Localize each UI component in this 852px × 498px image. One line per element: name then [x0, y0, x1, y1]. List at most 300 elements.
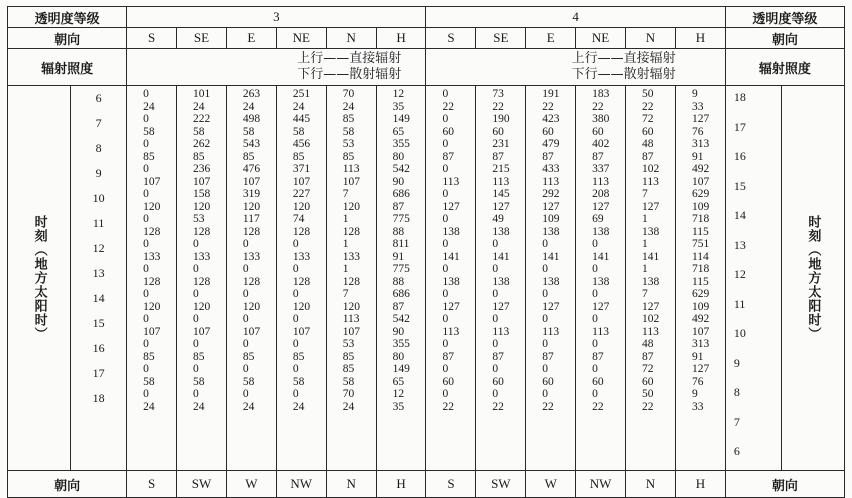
scattered-radiation-value: 33 — [691, 100, 704, 113]
direct-radiation-value: 70 — [342, 388, 355, 400]
header-row-transparency — [8, 7, 845, 28]
direct-radiation-value: 1 — [642, 263, 648, 275]
direct-radiation-value: 292 — [542, 188, 560, 200]
direct-radiation-value: 149 — [392, 363, 410, 375]
hour-label: 17 — [733, 119, 746, 134]
scattered-radiation-value: 107 — [143, 325, 161, 338]
scattered-radiation-value: 24 — [193, 400, 205, 413]
scattered-radiation-value: 87 — [392, 300, 405, 313]
direct-radiation-value: 0 — [442, 263, 449, 275]
scattered-radiation-value: 87 — [592, 350, 604, 363]
direct-radiation-value: 0 — [592, 363, 598, 375]
scattered-radiation-value: 85 — [342, 350, 355, 363]
scattered-radiation-value: 60 — [442, 125, 454, 138]
scattered-radiation-value: 58 — [342, 375, 355, 388]
scattered-radiation-value: 141 — [642, 250, 660, 263]
hour-label: 17 — [92, 366, 105, 380]
hour-label: 16 — [733, 149, 746, 163]
direct-radiation-value: 117 — [242, 213, 260, 225]
scattered-radiation-value: 133 — [242, 250, 261, 263]
direct-radiation-value: 686 — [392, 288, 410, 300]
direct-radiation-value: 686 — [392, 188, 410, 200]
scattered-radiation-value: 107 — [242, 175, 261, 188]
scattered-radiation-value: 22 — [642, 100, 654, 113]
scattered-radiation-value: 58 — [242, 125, 255, 138]
scattered-radiation-value: 127 — [492, 200, 510, 213]
direct-radiation-value: 456 — [292, 138, 311, 150]
scattered-radiation-value: 138 — [642, 225, 660, 238]
scattered-radiation-value: 113 — [642, 175, 659, 188]
direct-radiation-value: 215 — [492, 163, 510, 175]
scattered-radiation-value: 115 — [691, 225, 709, 238]
direct-radiation-value: 50 — [642, 88, 654, 100]
direct-radiation-value: 0 — [143, 163, 149, 175]
direct-radiation-value: 183 — [592, 88, 610, 100]
direct-radiation-value: 0 — [442, 188, 449, 200]
direct-radiation-value: 492 — [691, 313, 710, 325]
scattered-radiation-value: 24 — [242, 100, 255, 113]
direction-label-right: 朝向 — [725, 28, 844, 49]
scattered-radiation-value: 138 — [592, 225, 610, 238]
scattered-radiation-value: 107 — [292, 325, 311, 338]
scattered-radiation-value: 24 — [193, 100, 205, 113]
scattered-radiation-value: 133 — [292, 250, 311, 263]
direct-radiation-value: 0 — [592, 263, 598, 275]
scattered-radiation-value: 85 — [193, 150, 205, 163]
scattered-radiation-value: 107 — [143, 175, 161, 188]
direct-radiation-value: 262 — [193, 138, 211, 150]
scattered-radiation-value: 90 — [392, 325, 405, 338]
direct-radiation-value: 0 — [292, 263, 299, 275]
direct-radiation-value: 543 — [242, 138, 261, 150]
direct-radiation-value: 433 — [542, 163, 560, 175]
direct-radiation-value: 53 — [342, 138, 355, 150]
direction-footer: N — [326, 471, 376, 498]
scattered-radiation-value: 113 — [592, 325, 609, 338]
direct-radiation-value: 0 — [143, 288, 149, 300]
scattered-radiation-value: 60 — [492, 125, 504, 138]
scattered-radiation-value: 22 — [492, 100, 504, 113]
scattered-radiation-value: 88 — [392, 225, 405, 238]
header-row-direction — [8, 28, 845, 49]
scattered-radiation-value: 58 — [193, 375, 205, 388]
scattered-radiation-value: 87 — [642, 350, 654, 363]
direct-radiation-value: 69 — [592, 213, 604, 225]
direct-radiation-value: 0 — [292, 238, 299, 250]
scattered-radiation-value: 76 — [691, 375, 704, 388]
scattered-radiation-value: 128 — [242, 275, 261, 288]
scattered-radiation-value: 127 — [442, 200, 460, 213]
direction-header: H — [675, 28, 725, 49]
scattered-radiation-value: 141 — [592, 250, 610, 263]
direct-radiation-value: 445 — [292, 113, 311, 125]
direction-header: NE — [276, 28, 326, 49]
direction-footer: H — [675, 471, 725, 498]
direct-radiation-value: 0 — [143, 263, 149, 275]
direct-radiation-value: 0 — [143, 338, 149, 350]
scattered-radiation-value: 87 — [442, 150, 454, 163]
direct-radiation-value: 775 — [392, 263, 410, 275]
hour-column-right — [725, 86, 781, 471]
direct-radiation-value: 751 — [691, 238, 710, 250]
scattered-radiation-value: 138 — [542, 275, 560, 288]
scattered-radiation-value: 87 — [442, 350, 454, 363]
scattered-radiation-value: 138 — [442, 275, 460, 288]
direct-radiation-value: 542 — [392, 313, 410, 325]
direct-radiation-value: 0 — [242, 338, 249, 350]
direct-radiation-value: 319 — [242, 188, 261, 200]
direct-radiation-value: 0 — [292, 338, 299, 350]
scattered-radiation-value: 141 — [492, 250, 510, 263]
direct-radiation-value: 222 — [193, 113, 211, 125]
direction-header: S — [426, 28, 476, 49]
direct-radiation-value: 0 — [492, 288, 499, 300]
scattered-radiation-value: 128 — [292, 275, 311, 288]
direct-radiation-value: 476 — [242, 163, 261, 175]
scattered-radiation-value: 87 — [542, 350, 554, 363]
direct-radiation-value: 0 — [442, 238, 449, 250]
scattered-radiation-value: 22 — [542, 400, 554, 413]
direct-radiation-value: 0 — [292, 313, 299, 325]
direct-radiation-value: 12 — [392, 88, 405, 100]
scattered-radiation-value: 107 — [242, 325, 261, 338]
direct-radiation-value: 0 — [193, 313, 199, 325]
scattered-radiation-value: 76 — [691, 125, 704, 138]
legend-direct-text: 上行——直接辐射 — [571, 51, 676, 66]
direct-radiation-value: 337 — [592, 163, 610, 175]
hour-label: 7 — [95, 116, 102, 130]
hour-label: 15 — [92, 316, 105, 330]
scattered-radiation-value: 87 — [492, 150, 504, 163]
direct-radiation-value: 101 — [193, 88, 211, 100]
direct-radiation-value: 0 — [143, 88, 149, 100]
scattered-radiation-value: 58 — [143, 375, 155, 388]
direct-radiation-value: 85 — [342, 113, 355, 125]
scattered-radiation-value: 85 — [143, 350, 155, 363]
scattered-radiation-value: 133 — [342, 250, 360, 263]
direct-radiation-value: 263 — [242, 88, 261, 100]
direct-radiation-value: 0 — [193, 338, 199, 350]
scattered-radiation-value: 60 — [492, 375, 504, 388]
direct-radiation-value: 231 — [492, 138, 510, 150]
direction-footer: SW — [476, 471, 526, 498]
direction-header: SE — [177, 28, 227, 49]
direction-footer: SW — [177, 471, 227, 498]
direct-radiation-value: 0 — [492, 388, 499, 400]
hour-label: 12 — [733, 267, 746, 281]
direct-radiation-value: 53 — [193, 213, 205, 225]
direct-radiation-value: 0 — [143, 313, 149, 325]
scattered-radiation-value: 128 — [292, 225, 311, 238]
hour-label: 11 — [733, 296, 746, 311]
direct-radiation-value: 0 — [242, 363, 249, 375]
scattered-radiation-value: 24 — [242, 400, 255, 413]
hour-label: 10 — [733, 326, 746, 340]
scattered-radiation-value: 127 — [542, 200, 560, 213]
legend-scattered-text: 下行——散射辐射 — [571, 67, 676, 82]
scattered-radiation-value: 80 — [392, 350, 405, 363]
scattered-radiation-value: 88 — [392, 275, 405, 288]
direct-radiation-value: 251 — [292, 88, 311, 100]
direct-radiation-value: 0 — [442, 338, 449, 350]
direct-radiation-value: 775 — [392, 213, 410, 225]
value-column — [626, 86, 676, 471]
scattered-radiation-value: 22 — [542, 100, 554, 113]
direct-radiation-value: 0 — [143, 188, 149, 200]
direction-header: E — [226, 28, 276, 49]
time-label-right-cell — [781, 86, 844, 471]
direction-label-left: 朝向 — [8, 28, 127, 49]
scattered-radiation-value: 127 — [592, 300, 610, 313]
scattered-radiation-value: 60 — [542, 375, 554, 388]
time-label-right: 时刻（地方太阳时） — [805, 215, 821, 341]
direct-radiation-value: 0 — [542, 288, 549, 300]
scattered-radiation-value: 109 — [691, 300, 710, 313]
scattered-radiation-value: 87 — [542, 150, 554, 163]
hour-label: 6 — [95, 91, 102, 105]
direct-radiation-value: 0 — [492, 338, 499, 350]
direct-radiation-value: 7 — [342, 188, 349, 200]
scattered-radiation-value: 85 — [242, 150, 255, 163]
direct-radiation-value: 48 — [642, 338, 654, 350]
direct-radiation-value: 0 — [592, 388, 598, 400]
transparency-label-left: 透明度等级 — [8, 7, 127, 28]
legend-direct-text: 上行——直接辐射 — [297, 51, 402, 66]
scattered-radiation-value: 138 — [592, 275, 610, 288]
scattered-radiation-value: 120 — [143, 200, 161, 213]
direct-radiation-value: 102 — [642, 163, 660, 175]
time-label-left-cell — [8, 86, 71, 471]
footer-row-direction — [8, 471, 845, 498]
direct-radiation-value: 70 — [342, 88, 355, 100]
scattered-radiation-value: 107 — [691, 325, 710, 338]
direction-footer: H — [376, 471, 426, 498]
hour-label: 18 — [92, 391, 105, 405]
hour-label: 12 — [92, 241, 105, 255]
scattered-radiation-value: 24 — [342, 400, 355, 413]
scattered-radiation-value: 91 — [691, 150, 704, 163]
hour-label: 10 — [92, 191, 105, 205]
value-column — [276, 86, 326, 471]
direct-radiation-value: 0 — [442, 213, 449, 225]
scattered-radiation-value: 87 — [392, 200, 405, 213]
value-column — [226, 86, 276, 471]
direct-radiation-value: 0 — [143, 213, 149, 225]
direct-radiation-value: 73 — [492, 88, 504, 100]
direct-radiation-value: 0 — [193, 263, 199, 275]
direct-radiation-value: 0 — [442, 113, 449, 125]
direct-radiation-value: 0 — [542, 363, 549, 375]
direct-radiation-value: 402 — [592, 138, 610, 150]
direct-radiation-value: 718 — [691, 263, 710, 275]
grade-4-header: 4 — [426, 7, 725, 28]
scattered-radiation-value: 60 — [592, 375, 604, 388]
hour-label: 9 — [733, 355, 740, 370]
scattered-radiation-value: 85 — [193, 350, 205, 363]
direct-radiation-value: 1 — [342, 238, 349, 250]
scattered-radiation-value: 128 — [342, 275, 360, 288]
scattered-radiation-value: 127 — [642, 200, 660, 213]
scattered-radiation-value: 109 — [691, 200, 710, 213]
scattered-radiation-value: 127 — [592, 200, 610, 213]
direct-radiation-value: 0 — [492, 363, 499, 375]
hour-label: 11 — [92, 216, 105, 230]
time-label-left: 时刻（地方太阳时） — [31, 215, 47, 341]
direct-radiation-value: 190 — [492, 113, 510, 125]
direct-radiation-value: 0 — [592, 338, 598, 350]
scattered-radiation-value: 65 — [392, 125, 405, 138]
direct-radiation-value: 85 — [342, 363, 355, 375]
direct-radiation-value: 227 — [292, 188, 311, 200]
scattered-radiation-value: 120 — [193, 200, 211, 213]
scattered-radiation-value: 58 — [292, 125, 305, 138]
scattered-radiation-value: 138 — [442, 225, 460, 238]
direct-radiation-value: 9 — [691, 388, 698, 400]
direct-radiation-value: 492 — [691, 163, 710, 175]
direct-radiation-value: 0 — [492, 238, 499, 250]
direct-radiation-value: 1 — [342, 213, 349, 225]
direct-radiation-value: 355 — [392, 138, 410, 150]
scattered-radiation-value: 127 — [492, 300, 510, 313]
scattered-radiation-value: 91 — [392, 250, 405, 263]
direct-radiation-value: 0 — [442, 138, 449, 150]
direct-radiation-value: 0 — [442, 163, 449, 175]
scattered-radiation-value: 120 — [342, 200, 360, 213]
direct-radiation-value: 0 — [542, 338, 549, 350]
direct-radiation-value: 0 — [242, 263, 249, 275]
value-column — [526, 86, 576, 471]
scattered-radiation-value: 113 — [442, 175, 460, 188]
direct-radiation-value: 0 — [542, 313, 549, 325]
scattered-radiation-value: 128 — [242, 225, 261, 238]
scattered-radiation-value: 128 — [143, 275, 161, 288]
direct-radiation-value: 127 — [691, 113, 710, 125]
scattered-radiation-value: 133 — [143, 250, 161, 263]
direct-radiation-value: 0 — [542, 388, 549, 400]
direction-header: H — [376, 28, 426, 49]
direction-label-right-bottom: 朝向 — [725, 471, 844, 498]
direct-radiation-value: 355 — [392, 338, 410, 350]
scattered-radiation-value: 85 — [292, 150, 305, 163]
scattered-radiation-value: 107 — [193, 325, 211, 338]
scattered-radiation-value: 120 — [242, 300, 261, 313]
direct-radiation-value: 479 — [542, 138, 560, 150]
scattered-radiation-value: 113 — [492, 175, 510, 188]
direct-radiation-value: 0 — [442, 363, 449, 375]
scattered-radiation-value: 128 — [143, 225, 161, 238]
scattered-radiation-value: 58 — [143, 125, 155, 138]
direct-radiation-value: 0 — [193, 388, 199, 400]
direct-radiation-value: 72 — [642, 113, 654, 125]
scattered-radiation-value: 127 — [642, 300, 660, 313]
direct-radiation-value: 0 — [542, 263, 549, 275]
solar-radiation-table — [7, 6, 845, 498]
scattered-radiation-value: 22 — [592, 400, 604, 413]
direct-radiation-value: 0 — [143, 388, 149, 400]
direct-radiation-value: 7 — [642, 188, 648, 200]
direction-footer: NW — [276, 471, 326, 498]
scattered-radiation-value: 22 — [492, 400, 504, 413]
direct-radiation-value: 0 — [143, 113, 149, 125]
header-row-irradiance — [8, 49, 845, 86]
direction-header: NE — [576, 28, 626, 49]
scattered-radiation-value: 138 — [492, 225, 510, 238]
scattered-radiation-value: 107 — [342, 175, 360, 188]
direct-radiation-value: 0 — [143, 138, 149, 150]
direct-radiation-value: 7 — [342, 288, 349, 300]
scattered-radiation-value: 113 — [542, 325, 560, 338]
direct-radiation-value: 1 — [342, 263, 349, 275]
scattered-radiation-value: 60 — [592, 125, 604, 138]
direct-radiation-value: 113 — [342, 313, 360, 325]
scattered-radiation-value: 133 — [193, 250, 211, 263]
scattered-radiation-value: 60 — [542, 125, 554, 138]
direct-radiation-value: 109 — [542, 213, 560, 225]
scattered-radiation-value: 58 — [292, 375, 305, 388]
hour-label: 6 — [733, 444, 740, 458]
scattered-radiation-value: 115 — [691, 275, 709, 288]
hour-label: 8 — [733, 385, 740, 399]
direct-radiation-value: 158 — [193, 188, 211, 200]
direct-radiation-value: 0 — [442, 313, 449, 325]
scattered-radiation-value: 24 — [292, 400, 305, 413]
direct-radiation-value: 0 — [143, 363, 149, 375]
direction-header: E — [526, 28, 576, 49]
direct-radiation-value: 7 — [642, 288, 648, 300]
hour-label: 16 — [92, 341, 105, 355]
scattered-radiation-value: 24 — [143, 100, 155, 113]
direction-label-left-bottom: 朝向 — [8, 471, 127, 498]
direct-radiation-value: 12 — [392, 388, 405, 400]
hour-label: 14 — [733, 208, 746, 222]
value-column — [326, 86, 376, 471]
transparency-label-right: 透明度等级 — [725, 7, 844, 28]
direction-footer: S — [127, 471, 177, 498]
scattered-radiation-value: 120 — [342, 300, 360, 313]
direct-radiation-value: 53 — [342, 338, 355, 350]
direct-radiation-value: 629 — [691, 288, 710, 300]
direct-radiation-value: 313 — [691, 338, 710, 350]
direct-radiation-value: 0 — [542, 238, 549, 250]
scattered-radiation-value: 113 — [442, 325, 460, 338]
scattered-radiation-value: 24 — [292, 100, 305, 113]
direct-radiation-value: 191 — [542, 88, 560, 100]
value-column — [675, 86, 725, 471]
scattered-radiation-value: 22 — [642, 400, 654, 413]
scattered-radiation-value: 58 — [193, 125, 205, 138]
direct-radiation-value: 0 — [143, 238, 149, 250]
direct-radiation-value: 811 — [392, 238, 410, 250]
direct-radiation-value: 0 — [592, 288, 598, 300]
value-column — [576, 86, 626, 471]
scattered-radiation-value: 58 — [242, 375, 255, 388]
scattered-radiation-value: 85 — [143, 150, 155, 163]
direct-radiation-value: 145 — [492, 188, 510, 200]
scattered-radiation-value: 91 — [691, 350, 704, 363]
scattered-radiation-value: 113 — [542, 175, 560, 188]
value-column — [476, 86, 526, 471]
hour-label: 14 — [92, 291, 105, 305]
direct-radiation-value: 0 — [492, 313, 499, 325]
legend-grade-3 — [127, 49, 426, 86]
direct-radiation-value: 49 — [492, 213, 504, 225]
direct-radiation-value: 0 — [492, 263, 499, 275]
direction-footer: NW — [576, 471, 626, 498]
direct-radiation-value: 0 — [292, 288, 299, 300]
direction-header: SE — [476, 28, 526, 49]
legend-grade-4 — [426, 49, 725, 86]
value-column — [177, 86, 227, 471]
